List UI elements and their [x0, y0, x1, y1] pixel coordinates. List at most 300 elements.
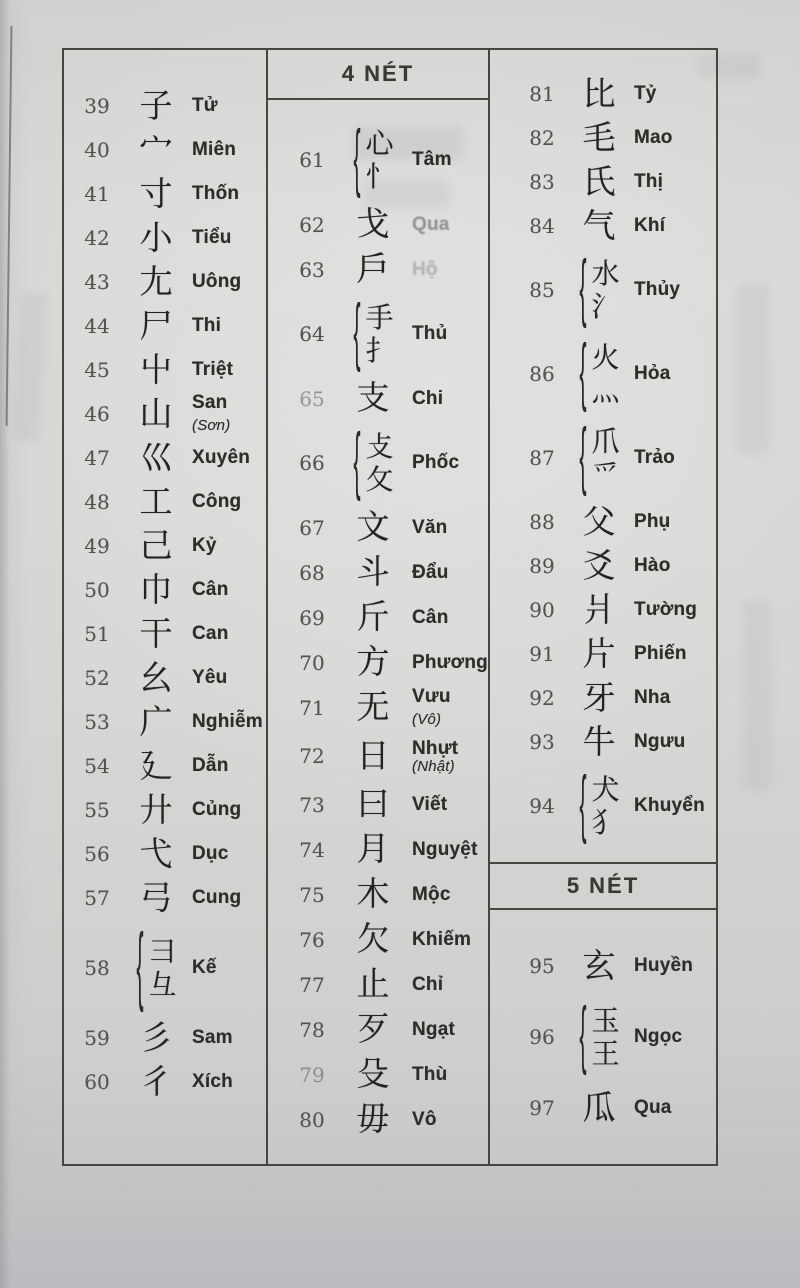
radical-row: [520, 994, 716, 1080]
radical-glyph-variants: [365, 429, 394, 496]
radical-glyph-cell: [564, 247, 634, 330]
radical-glyph: 毋: [356, 1099, 390, 1139]
radical-name: [412, 1019, 488, 1041]
grouping-brace-icon: {: [579, 994, 588, 1077]
radical-glyph: 斗: [356, 552, 390, 592]
radical-glyph: 扌: [365, 334, 394, 367]
radical-name-text: Sam: [192, 1027, 233, 1048]
radical-glyph-cell: [120, 305, 192, 345]
radical-name: [634, 171, 716, 193]
radical-number: 42: [84, 226, 110, 250]
radical-number: 54: [84, 754, 110, 778]
radical-number: 86: [529, 362, 555, 386]
radical-glyph-cell: [120, 437, 192, 477]
radical-name-text: Chi: [412, 387, 444, 409]
radical-row: [290, 376, 488, 421]
radical-name: [192, 359, 266, 381]
radical-glyph: 气: [582, 205, 616, 245]
radical-name-text: Can: [192, 623, 229, 644]
radical-name: [192, 1027, 266, 1049]
radical-row: [74, 920, 266, 1016]
radical-glyph: 巛: [139, 437, 173, 477]
radical-glyph-cell: [120, 918, 192, 1015]
radical-name-note: (Nhật): [412, 757, 455, 775]
radical-row: [74, 304, 266, 348]
radical-glyph-cell: [564, 945, 634, 985]
radical-glyph: 爻: [582, 545, 616, 585]
radical-name: [412, 452, 488, 474]
radical-name: [412, 214, 488, 236]
radical-name: [192, 1071, 266, 1093]
radical-name-text: Yêu: [192, 667, 228, 688]
radical-number: 46: [84, 402, 110, 426]
radical-number: 70: [299, 650, 325, 675]
radical-row: [74, 216, 266, 260]
radical-name-text: Nha: [634, 687, 671, 708]
radical-glyph: 彐: [148, 934, 177, 968]
radical-name-text: Thù: [412, 1063, 448, 1085]
radical-name: [412, 652, 492, 674]
radical-number: 68: [299, 560, 325, 585]
radical-row: [290, 202, 488, 247]
radical-name-text: Tử: [192, 95, 218, 116]
radical-name-text: Ngọc: [634, 1026, 683, 1047]
radical-glyph: 日: [356, 735, 390, 775]
radical-name-text: Qua: [412, 213, 450, 235]
radical-name: [192, 799, 266, 821]
radical-number: 89: [529, 554, 555, 578]
radical-name-text: Thủy: [634, 279, 681, 300]
radical-glyph-cell: [334, 829, 412, 869]
radical-glyph: 曰: [356, 784, 390, 824]
radical-glyph-cell: [334, 378, 412, 418]
radical-name: [634, 1026, 716, 1048]
radical-row: [520, 764, 716, 848]
radical-name: [412, 794, 488, 816]
radical-name-text: Vưu: [412, 685, 451, 707]
radical-name: [412, 1109, 488, 1131]
radical-row: [290, 640, 488, 685]
radical-name: [412, 839, 488, 861]
radical-name: [412, 259, 488, 281]
radical-name-text: Thi: [192, 315, 222, 336]
radical-name: [634, 363, 716, 385]
radical-name: [192, 491, 266, 513]
radical-glyph: 彳: [139, 1061, 173, 1101]
radical-name-text: Ngưu: [634, 731, 686, 752]
column-4-5-net: [490, 50, 716, 1164]
radical-name-text: Khí: [634, 215, 666, 236]
radical-name-text: Qua: [634, 1097, 672, 1118]
radical-glyph-cell: [334, 874, 412, 914]
radical-glyph: 宀: [139, 129, 173, 169]
radical-glyph-cell: [120, 85, 192, 125]
radical-number: 93: [529, 730, 555, 754]
radical-name-text: Mao: [634, 127, 673, 148]
radical-name: [634, 511, 716, 533]
radical-number: 51: [84, 622, 110, 646]
radical-name-text: Uông: [192, 271, 242, 292]
radical-number: 58: [84, 956, 110, 980]
radical-glyph-cell: [564, 721, 634, 761]
radical-row: [74, 1060, 266, 1104]
radical-glyph: 犬: [591, 772, 620, 806]
radical-glyph: 爿: [582, 589, 616, 629]
radical-glyph-cell: [120, 833, 192, 873]
radical-name: [412, 884, 488, 906]
radical-name-text: Trảo: [634, 447, 675, 468]
radical-row: [290, 1097, 488, 1142]
radical-glyph-variants: [365, 300, 394, 367]
radical-row: [520, 500, 716, 544]
radical-name-text: Nhựt: [412, 737, 459, 759]
radical-number: 40: [84, 138, 110, 162]
radical-name-text: Viết: [412, 793, 448, 815]
radical-number: 44: [84, 314, 110, 338]
radical-number: 82: [529, 126, 555, 150]
radical-glyph-cell: [334, 687, 412, 727]
radical-number: 91: [529, 642, 555, 666]
radical-name: [192, 447, 266, 469]
radical-glyph: 瓜: [582, 1087, 616, 1127]
radical-row: [74, 612, 266, 656]
radical-name-text: Ngạt: [412, 1018, 456, 1040]
bleedthrough-mark: [14, 291, 48, 442]
radical-row: [290, 1052, 488, 1097]
radical-glyph-cell: [564, 73, 634, 113]
radical-number: 97: [529, 1096, 555, 1120]
radical-glyph-cell: [120, 877, 192, 917]
radical-glyph-cell: [564, 117, 634, 157]
radical-name: [412, 607, 488, 629]
radical-row: [74, 524, 266, 568]
radical-glyph: 王: [591, 1037, 620, 1070]
radical-row: [74, 348, 266, 392]
radical-number: 52: [84, 666, 110, 690]
radical-number: 49: [84, 534, 110, 558]
radical-name-text: Thủ: [412, 323, 448, 344]
radical-number: 83: [529, 170, 555, 194]
radical-name: [192, 711, 267, 733]
radical-number: 94: [529, 794, 555, 818]
radical-number: 80: [299, 1107, 325, 1132]
radical-number: 96: [529, 1025, 555, 1049]
radical-name: [634, 127, 716, 149]
radical-rows-group: [64, 50, 266, 1104]
radical-glyph: 弋: [139, 833, 173, 873]
radical-number: 41: [84, 182, 110, 206]
radical-number: 76: [299, 927, 325, 952]
radical-number: 53: [84, 710, 110, 734]
radical-name: [192, 623, 266, 645]
radical-row: [290, 827, 488, 872]
radical-name-text: Xuyên: [192, 447, 251, 468]
radical-glyph: 支: [356, 378, 390, 418]
radical-glyph: 玉: [591, 1003, 620, 1037]
radical-name-text: Hào: [634, 555, 671, 576]
radical-glyph: 廾: [139, 789, 173, 829]
radical-glyph-cell: [120, 261, 192, 301]
radical-name: [192, 843, 266, 865]
radical-row: [74, 832, 266, 876]
radical-glyph-variants: [365, 126, 394, 193]
radical-rows-group: [490, 910, 716, 1136]
radical-name: [634, 599, 716, 621]
radical-glyph: 毛: [582, 117, 616, 157]
radical-name-text: Kỷ: [192, 535, 217, 556]
radical-glyph: 幺: [139, 657, 173, 697]
radical-number: 78: [299, 1017, 325, 1042]
radical-name: [634, 447, 716, 469]
radical-row: [520, 116, 716, 160]
radical-name: [412, 149, 488, 171]
radical-glyph-cell: [120, 745, 192, 785]
radical-number: 87: [529, 446, 555, 470]
radical-glyph: 广: [139, 701, 173, 741]
radical-glyph-cell: [564, 205, 634, 245]
radical-glyph-cell: [334, 1009, 412, 1049]
radical-glyph: 止: [356, 964, 390, 1004]
radical-number: 62: [299, 212, 325, 237]
radical-glyph: 月: [356, 829, 390, 869]
radical-glyph-cell: [334, 291, 412, 374]
radical-name: [192, 95, 266, 117]
section-header: [268, 50, 488, 100]
radical-row: [290, 292, 488, 376]
section-header-label: 4 NÉT: [341, 61, 415, 86]
radical-name: [412, 686, 488, 730]
radical-row: [290, 782, 488, 827]
radical-name: [634, 643, 716, 665]
radical-name-text: Cân: [192, 579, 229, 600]
radical-glyph-cell: [564, 633, 634, 673]
radical-name-text: Mộc: [412, 883, 451, 905]
radical-number: 57: [84, 886, 110, 910]
radical-name-text: Phiến: [634, 643, 687, 664]
grouping-brace-icon: {: [579, 415, 588, 498]
radical-number: 64: [299, 322, 325, 346]
radical-name-text: Khuyển: [634, 795, 705, 816]
radical-name-text: Phốc: [412, 452, 460, 473]
radical-name: [634, 795, 716, 817]
radical-glyph: 巾: [139, 569, 173, 609]
radical-row: [74, 172, 266, 216]
radical-glyph-cell: [564, 161, 634, 201]
radical-name: [192, 392, 266, 436]
grouping-brace-icon: {: [579, 763, 588, 846]
radical-glyph-cell: [564, 589, 634, 629]
radical-glyph-cell: [564, 1087, 634, 1127]
radical-name-text: Chỉ: [412, 973, 444, 995]
radical-row: [290, 730, 488, 782]
radical-name-text: Phụ: [634, 511, 671, 532]
radical-glyph-cell: [120, 173, 192, 213]
radical-number: 69: [299, 605, 325, 630]
radical-name-text: Tường: [634, 599, 698, 620]
radical-row: [290, 247, 488, 292]
radical-row: [290, 118, 488, 202]
radical-name: [412, 517, 488, 539]
radical-number: 90: [529, 598, 555, 622]
radical-name: [634, 279, 716, 301]
radical-name: [412, 562, 488, 584]
radical-glyph: 干: [139, 613, 173, 653]
radical-row: [520, 332, 716, 416]
radical-name: [192, 535, 266, 557]
radical-glyph: 方: [356, 642, 390, 682]
radical-row: [520, 204, 716, 248]
radical-glyph-cell: [120, 525, 192, 565]
radical-name-text: Kế: [192, 957, 217, 978]
radical-name: [412, 323, 488, 345]
radical-glyph-cell: [120, 569, 192, 609]
radical-name-text: Tâm: [412, 149, 452, 170]
radical-glyph: 手: [365, 300, 394, 334]
grouping-brace-icon: {: [353, 291, 362, 374]
radical-name: [192, 139, 266, 161]
radical-number: 60: [84, 1070, 110, 1094]
radical-number: 85: [529, 278, 555, 302]
radical-glyph: 无: [356, 687, 390, 727]
radical-glyph: 父: [582, 501, 616, 541]
radical-name-text: Công: [192, 491, 242, 512]
radical-row: [290, 872, 488, 917]
bleedthrough-mark: [736, 284, 770, 454]
radical-name-text: Đẩu: [412, 561, 449, 583]
radical-name-note: (Vô): [412, 710, 442, 728]
radical-glyph-cell: [334, 784, 412, 824]
radical-glyph: 文: [356, 507, 390, 547]
radical-number: 88: [529, 510, 555, 534]
radical-rows-group: [268, 100, 488, 1142]
radical-glyph: 木: [356, 874, 390, 914]
radical-row: [74, 876, 266, 920]
radical-name-text: Khiếm: [412, 928, 472, 950]
radical-name: [192, 227, 266, 249]
radical-row: [290, 685, 488, 730]
radical-glyph: 歹: [356, 1009, 390, 1049]
radical-name-text: Cân: [412, 606, 449, 628]
radical-glyph: 戈: [356, 204, 390, 244]
radical-number: 59: [84, 1026, 110, 1050]
radical-glyph: 尸: [139, 305, 173, 345]
radical-row: [74, 1016, 266, 1060]
section-header: [490, 862, 716, 910]
radical-number: 72: [299, 744, 325, 768]
radical-glyph: 玄: [582, 945, 616, 985]
radical-number: 92: [529, 686, 555, 710]
radical-row: [520, 248, 716, 332]
radical-glyph-cell: [564, 415, 634, 498]
radical-row: [290, 421, 488, 505]
radical-glyph: 氵: [591, 290, 620, 323]
radical-row: [520, 588, 716, 632]
radical-glyph: 比: [582, 73, 616, 113]
radical-glyph-cell: [334, 249, 412, 289]
radical-glyph-cell: [334, 507, 412, 547]
radical-name: [192, 887, 266, 909]
radical-row: [74, 656, 266, 700]
radical-row: [520, 160, 716, 204]
radical-number: 65: [299, 386, 325, 411]
radical-name-text: Thị: [634, 171, 664, 192]
radical-glyph-cell: [334, 117, 412, 200]
radical-glyph-cell: [334, 964, 412, 1004]
radical-glyph: 水: [591, 256, 620, 290]
radicals-table: [62, 48, 718, 1166]
radical-glyph-variants: [591, 1003, 620, 1070]
radical-row: [520, 1080, 716, 1136]
radical-row: [290, 550, 488, 595]
radical-name-text: Triệt: [192, 359, 234, 380]
radical-name: [192, 957, 266, 979]
radical-glyph-cell: [120, 1017, 192, 1057]
radical-glyph-cell: [120, 349, 192, 389]
radical-name-text: Huyền: [634, 955, 694, 976]
radical-glyph: 牙: [582, 677, 616, 717]
radical-number: 84: [529, 214, 555, 238]
radical-glyph-cell: [334, 735, 412, 775]
radical-name: [412, 738, 488, 775]
radical-row: [74, 744, 266, 788]
radical-glyph: 彑: [148, 968, 177, 1001]
radical-name: [412, 929, 488, 951]
page-edge-line: [6, 26, 13, 426]
radical-name-text: Miên: [192, 139, 237, 160]
radical-glyph: 攵: [365, 463, 394, 496]
radical-glyph: 片: [582, 633, 616, 673]
grouping-brace-icon: {: [353, 420, 362, 503]
radical-row: [290, 595, 488, 640]
radical-number: 43: [84, 270, 110, 294]
radical-glyph: 寸: [139, 173, 173, 213]
radical-glyph-variants: [591, 340, 620, 407]
radical-number: 77: [299, 972, 325, 997]
radical-number: 45: [84, 358, 110, 382]
radical-number: 75: [299, 882, 325, 907]
radical-row: [74, 436, 266, 480]
radical-glyph-cell: [564, 677, 634, 717]
radical-row: [520, 938, 716, 994]
radical-number: 61: [299, 148, 325, 172]
radical-glyph-cell: [564, 763, 634, 846]
radical-row: [74, 84, 266, 128]
radical-name-text: San: [192, 392, 228, 413]
radical-name: [192, 271, 266, 293]
grouping-brace-icon: {: [353, 117, 362, 200]
radical-name: [634, 955, 716, 977]
radical-name-text: Hộ: [412, 258, 438, 280]
radical-glyph-cell: [120, 789, 192, 829]
radical-number: 50: [84, 578, 110, 602]
radical-name-text: Dẫn: [192, 755, 229, 776]
radical-name-text: Cung: [192, 887, 242, 908]
radical-name-text: Hỏa: [634, 363, 671, 384]
radical-name-text: Dục: [192, 843, 229, 864]
radical-row: [520, 416, 716, 500]
radical-glyph-cell: [564, 501, 634, 541]
radical-number: 63: [299, 257, 325, 282]
radical-name: [634, 83, 716, 105]
radical-row: [290, 505, 488, 550]
radical-row: [520, 72, 716, 116]
radical-glyph-cell: [334, 204, 412, 244]
radical-glyph-cell: [120, 701, 192, 741]
radical-name-text: Nguyệt: [412, 838, 478, 860]
radical-glyph-cell: [120, 481, 192, 521]
radical-glyph: 屮: [139, 349, 173, 389]
radical-glyph: 灬: [591, 374, 620, 407]
